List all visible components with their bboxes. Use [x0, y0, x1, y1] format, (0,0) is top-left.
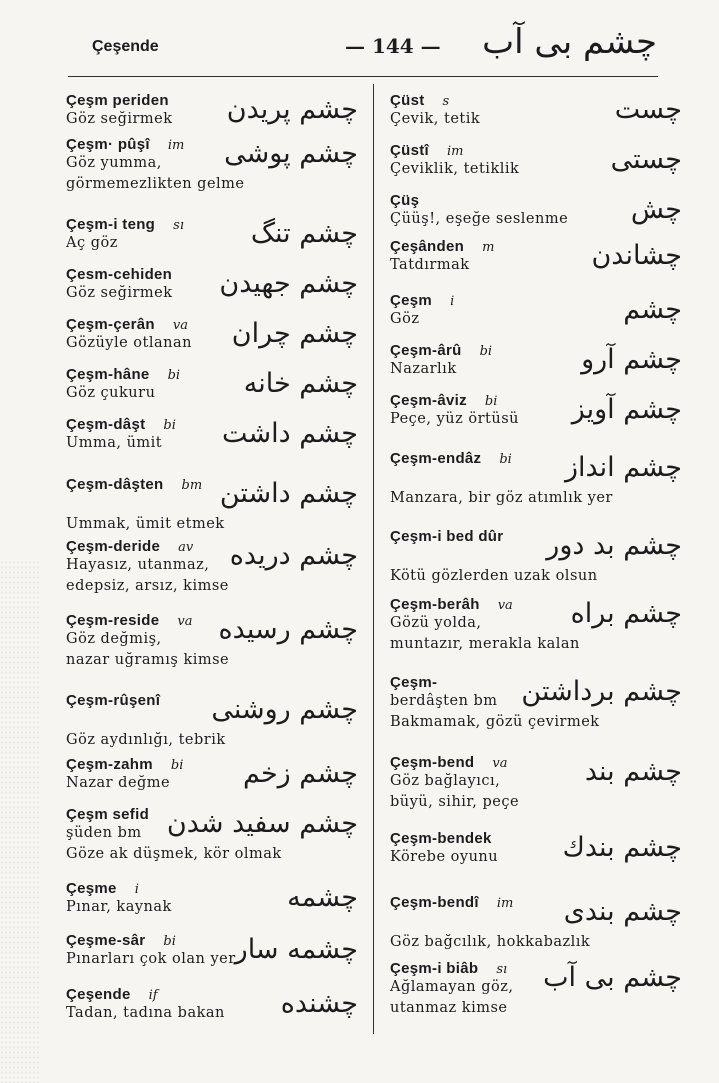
headword: Çeşm-zahm	[66, 756, 153, 773]
dictionary-entry	[390, 672, 690, 733]
headword: Çeşm-hâne	[66, 366, 150, 383]
page-header	[0, 0, 719, 80]
headword: Çeşm-i teng	[66, 216, 156, 233]
page-edge-texture	[0, 560, 40, 1083]
left-column	[66, 84, 366, 1034]
arabic-script-word: چشم براه	[570, 598, 682, 629]
dictionary-entry	[390, 752, 690, 813]
arabic-script-word: چشم تنگ	[250, 218, 358, 249]
headword: Çeşm-i biâb	[390, 960, 479, 977]
grammar-tag: if	[148, 988, 158, 1003]
arabic-script-word: چشم	[623, 294, 682, 325]
dictionary-entry	[66, 314, 366, 354]
arabic-script-word: چشم روشنى	[211, 694, 358, 725]
gloss-line: görmemezlikten gelme	[66, 176, 245, 192]
gloss-line: Göz çukuru	[66, 385, 156, 401]
dictionary-entry	[390, 892, 690, 953]
gloss-line: Göz aydınlığı, tebrik	[66, 732, 226, 748]
grammar-tag: va	[492, 756, 508, 771]
headword: Çeşm-	[390, 674, 438, 691]
dictionary-entry	[390, 448, 690, 509]
headword: Çeşm-dâşt	[66, 416, 146, 433]
headword: Çeşm-bend	[390, 754, 475, 771]
headword: Çeşm-ârû	[390, 342, 462, 359]
grammar-tag: sı	[496, 962, 508, 977]
grammar-tag: s	[442, 94, 450, 109]
arabic-script-word: چستى	[610, 144, 682, 175]
gloss-line: edepsiz, arsız, kimse	[66, 578, 229, 594]
arabic-script-word: چشم آويز	[571, 394, 682, 425]
grammar-tag: sı	[173, 218, 184, 233]
headword: Çeşm-çerân	[66, 316, 155, 333]
grammar-tag: bi	[170, 758, 184, 773]
right-column	[390, 84, 690, 1034]
gloss-line: Hayasız, utanmaz,	[66, 557, 210, 573]
headword: Çesm-cehiden	[66, 266, 173, 283]
gloss-line: büyü, sihir, peçe	[390, 794, 520, 810]
grammar-tag: va	[172, 318, 188, 333]
headword: Çeşm-rûşenî	[66, 692, 161, 709]
arabic-script-word: چش	[630, 194, 682, 225]
dictionary-entry	[66, 364, 366, 404]
gloss-line: Tatdırmak	[390, 257, 470, 273]
arabic-script-word: چشم بندى	[563, 896, 682, 927]
dictionary-entry	[66, 804, 366, 865]
gloss-line: Çevik, tetik	[390, 111, 481, 127]
gloss-line: Manzara, bir göz atımlık yer	[390, 490, 613, 506]
arabic-script-word: چشم دريده	[229, 540, 358, 571]
arabic-script-word: چشم بند	[584, 756, 682, 787]
running-head-arabic: چشم بى آب	[482, 22, 657, 62]
arabic-script-word: چشنده	[280, 988, 358, 1019]
gloss-line: Göz seğirmek	[66, 111, 173, 127]
headword: Çeşm-âviz	[390, 392, 467, 409]
dictionary-entry	[66, 414, 366, 454]
gloss-line: Ummak, ümit etmek	[66, 516, 225, 532]
gloss-line: nazar uğramış kimse	[66, 652, 230, 668]
grammar-tag: bi	[163, 934, 176, 949]
header-rule	[68, 76, 658, 77]
dictionary-entry	[66, 984, 366, 1024]
headword: Çeşm	[390, 292, 433, 309]
gloss-line: Göz bağcılık, hokkabazlık	[390, 934, 591, 950]
gloss-line: Çeviklik, tetiklik	[390, 161, 520, 177]
gloss-line: Umma, ümit	[66, 435, 163, 451]
dictionary-entry	[66, 610, 366, 671]
grammar-tag: bm	[181, 478, 203, 493]
gloss-line: Pınarları çok olan yer	[66, 951, 236, 967]
headword: Çüst	[390, 92, 425, 109]
headword: Çeşende	[66, 986, 131, 1003]
gloss-line: Nazarlık	[390, 361, 457, 377]
headword: Çeşm-bendek	[390, 830, 492, 847]
grammar-tag: m	[482, 240, 495, 255]
column-divider	[373, 84, 374, 1034]
dictionary-entry	[66, 930, 366, 970]
gloss-line: Göz bağlayıcı,	[390, 773, 501, 789]
grammar-tag: va	[177, 614, 193, 629]
dictionary-entry	[390, 594, 690, 655]
arabic-script-word: چشاندن	[591, 240, 682, 271]
dictionary-entry	[66, 536, 366, 597]
gloss-line: Ağlamayan göz,	[390, 979, 514, 995]
headword: Çeşm-bendî	[390, 894, 479, 911]
headword: Çeşm-deride	[66, 538, 161, 555]
gloss-line: Çüüş!, eşeğe seslenme	[390, 211, 569, 227]
dictionary-entry	[390, 340, 690, 380]
grammar-tag: bi	[163, 418, 176, 433]
headword: Çüstî	[390, 142, 429, 159]
arabic-script-word: چشم بندك	[562, 832, 682, 863]
headword: Çeşm sefid	[66, 806, 150, 823]
arabic-script-word: چشم خانه	[243, 368, 358, 399]
grammar-tag: im	[167, 138, 185, 153]
arabic-script-word: چشم جهيدن	[219, 268, 358, 299]
arabic-script-word: چشم زخم	[242, 758, 358, 789]
gloss-line: Göz değmiş,	[66, 631, 162, 647]
grammar-tag: bi	[479, 344, 493, 359]
gloss-line: utanmaz kimse	[390, 1000, 508, 1016]
gloss-line: muntazır, merakla kalan	[390, 636, 580, 652]
page-number: — 144 —	[345, 34, 441, 58]
dictionary-entry	[390, 140, 690, 180]
gloss-line: Göz seğirmek	[66, 285, 173, 301]
arabic-script-word: چشم انداز	[564, 452, 682, 483]
arabic-script-word: چست	[614, 94, 682, 125]
headword: Çeşm-endâz	[390, 450, 482, 467]
arabic-script-word: چشمه سار	[234, 934, 358, 965]
dictionary-entry	[390, 236, 690, 276]
dictionary-entry	[390, 390, 690, 430]
arabic-script-word: چشم پريدن	[226, 94, 358, 125]
dictionary-entry	[66, 264, 366, 304]
arabic-script-word: چشم داشت	[222, 418, 358, 449]
gloss-line: Kötü gözlerden uzak olsun	[390, 568, 598, 584]
dictionary-entry	[66, 90, 366, 130]
headword: Çeşm-berâh	[390, 596, 480, 613]
running-head-left: Çeşende	[92, 38, 159, 55]
arabic-script-word: چشم آرو	[581, 344, 682, 375]
arabic-script-word: چشم بد دور	[546, 530, 682, 561]
arabic-script-word: چشم داشتن	[219, 478, 358, 509]
headword: Çeşm-i bed dûr	[390, 528, 504, 545]
gloss-line: Göz	[390, 311, 420, 327]
gloss-line: Aç göz	[66, 235, 118, 251]
grammar-tag: im	[447, 144, 464, 159]
arabic-script-word: چشم رسيده	[218, 614, 358, 645]
gloss-line: Gözüyle otlanan	[66, 335, 192, 351]
headword: Çeşm· pûşî	[66, 136, 150, 153]
gloss-line: şüden bm	[66, 825, 142, 841]
gloss-line: Pınar, kaynak	[66, 899, 172, 915]
grammar-tag: i	[134, 882, 139, 897]
gloss-line: Nazar değme	[66, 775, 171, 791]
headword: Çeşme-sâr	[66, 932, 146, 949]
dictionary-entry	[66, 134, 366, 195]
dictionary-entry	[390, 958, 690, 1019]
dictionary-entry	[66, 690, 366, 751]
headword: Çeşânden	[390, 238, 465, 255]
dictionary-entry	[390, 90, 690, 130]
dictionary-entry	[66, 878, 366, 918]
gloss-line: Körebe oyunu	[390, 849, 499, 865]
headword: Çeşme	[66, 880, 117, 897]
dictionary-entry	[390, 190, 690, 230]
gloss-line: Göze ak düşmek, kör olmak	[66, 846, 282, 862]
gloss-line: Bakmamak, gözü çevirmek	[390, 714, 600, 730]
dictionary-entry	[390, 290, 690, 330]
grammar-tag: im	[496, 896, 514, 911]
grammar-tag: bi	[499, 452, 512, 467]
dictionary-entry	[390, 828, 690, 868]
arabic-script-word: چشمه	[287, 882, 358, 913]
dictionary-entry	[66, 474, 366, 535]
headword: Çeşm-reside	[66, 612, 160, 629]
arabic-script-word: چشم چران	[231, 318, 358, 349]
grammar-tag: av	[178, 540, 194, 555]
headword: Çeşm-dâşten	[66, 476, 164, 493]
dictionary-entry	[66, 754, 366, 794]
grammar-tag: bi	[484, 394, 498, 409]
arabic-script-word: چشم پوشى	[224, 138, 358, 169]
grammar-tag: va	[497, 598, 513, 613]
headword: Çeşm periden	[66, 92, 169, 109]
gloss-line: berdâşten bm	[390, 693, 498, 709]
gloss-line: Gözü yolda,	[390, 615, 482, 631]
gloss-line: Tadan, tadına bakan	[66, 1005, 225, 1021]
grammar-tag: bi	[167, 368, 181, 383]
arabic-script-word: چشم سفيد شدن	[166, 808, 358, 839]
gloss-line: Peçe, yüz örtüsü	[390, 411, 519, 427]
headword: Çüş	[390, 192, 420, 209]
arabic-script-word: چشم بى آب	[543, 962, 682, 993]
gloss-line: Göz yumma,	[66, 155, 162, 171]
dictionary-entry	[66, 214, 366, 254]
dictionary-entry	[390, 526, 690, 587]
grammar-tag: i	[450, 294, 455, 309]
arabic-script-word: چشم برداشتن	[521, 676, 682, 707]
